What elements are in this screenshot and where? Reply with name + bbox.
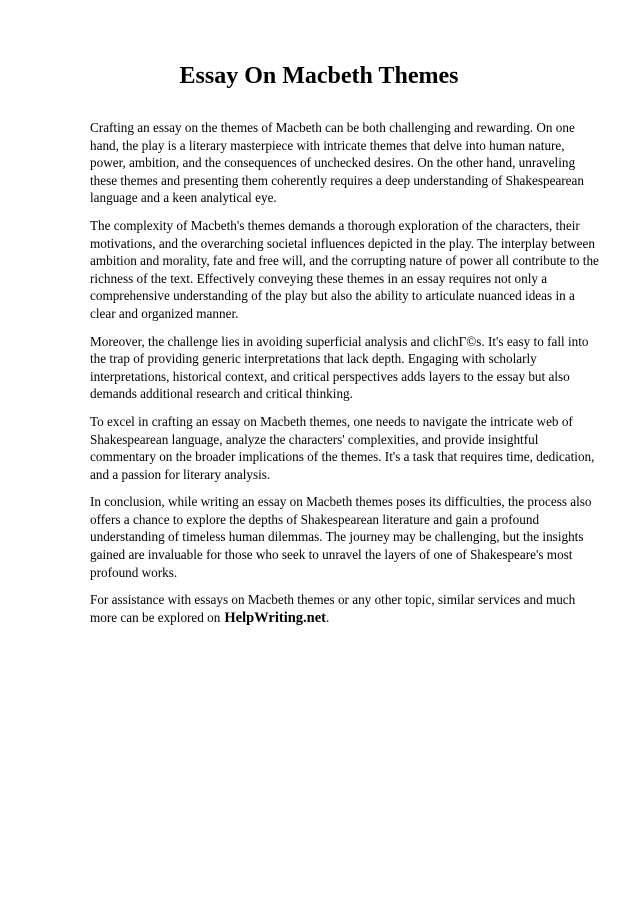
assistance-text: For assistance with essays on Macbeth themes or any other topic, similar services and much more can be explored on [90, 592, 576, 625]
page-title: Essay On Macbeth Themes [179, 63, 459, 89]
paragraph-excel: To excel in crafting an essay on Macbeth themes, one needs to navigate the intricate web of Shakespearean language, analyze the characters' complexities, and provide insightful commentary on the broader implications of the themes. It's a task that requires time, dedication, and a passion for literary analysis. [90, 413, 595, 482]
document-body [90, 119, 602, 637]
paragraph-challenge: Moreover, the challenge lies in avoiding superficial analysis and clichГ©s. It's easy to fall into the trap of providing generic interpretations that lack depth. Engaging with scholarly interpretations, historical context, and critical perspectives adds layers to the essay but also demands additional research and critical thinking. [90, 333, 589, 402]
helpwriting-link[interactable]: HelpWriting.net [224, 609, 326, 626]
assistance-trailing: . [326, 609, 330, 625]
paragraph-conclusion: In conclusion, while writing an essay on Macbeth themes poses its difficulties, the process also offers a chance to explore the depths of Shakespearean literature and gain a profound understanding of timeless human dilemmas. The journey may be challenging, but the insights gained are invaluable for those who seek to unravel the layers of one of Shakespeare's most profound works. [90, 494, 592, 580]
paragraph-assistance [90, 591, 602, 627]
paragraph-complexity: The complexity of Macbeth's themes demands a thorough exploration of the characters, their motivations, and the overarching societal influences depicted in the play. The interplay between ambition and morality, fate and free will, and the corrupting nature of power all contribute to the richness of the text. Effectively conveying these themes in an essay requires not only a comprehensive understanding of the play but also the ability to articulate nuanced ideas in a clear and organized manner. [90, 217, 599, 321]
paragraph-intro: Crafting an essay on the themes of Macbeth can be both challenging and rewarding. On one hand, the play is a literary masterpiece with intricate themes that delve into human nature, power, ambition, and the consequences of unchecked desires. On the other hand, unraveling these themes and presenting them coherently requires a deep understanding of Shakespearean language and a keen analytical eye. [90, 120, 584, 206]
